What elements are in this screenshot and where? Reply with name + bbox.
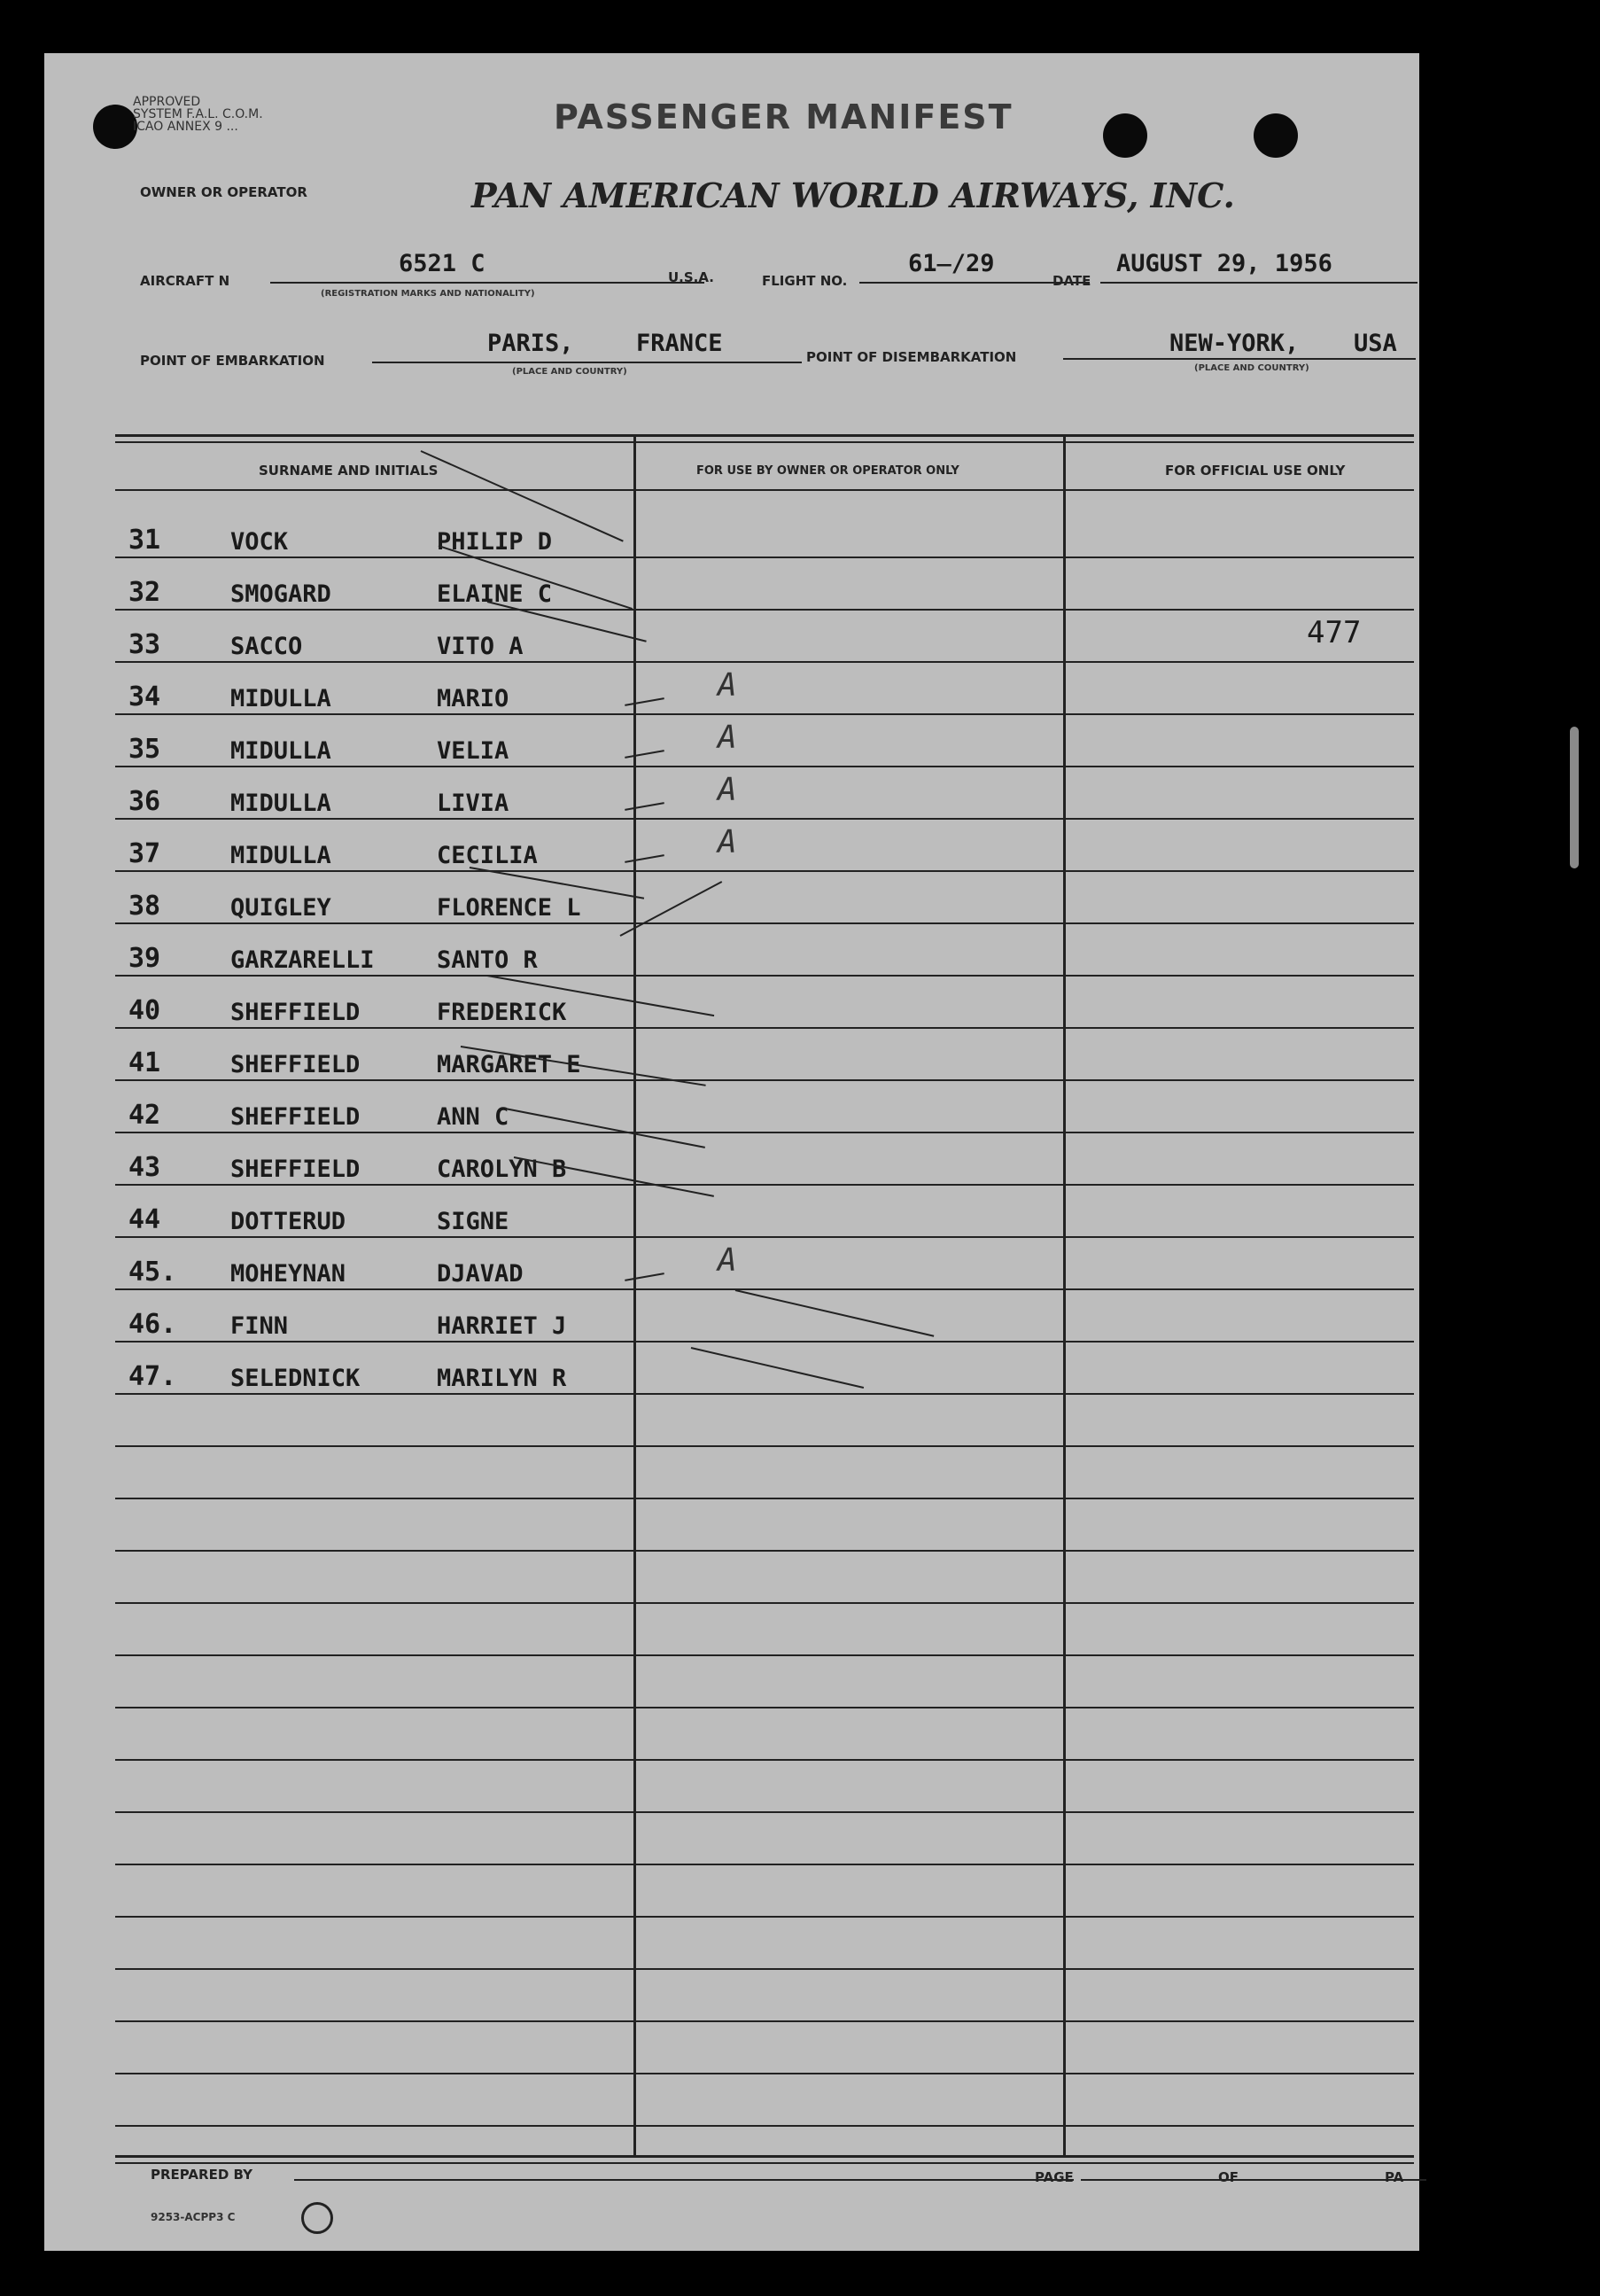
embarkation-label: POINT OF EMBARKATION [140, 353, 325, 369]
row-number: 32 [128, 577, 161, 608]
passenger-given-name: ANN C [437, 1103, 509, 1131]
disembarkation-sublabel: (PLACE AND COUNTRY) [1194, 363, 1309, 373]
row-number: 37 [128, 838, 161, 869]
row-rule [115, 1498, 1414, 1499]
row-rule [115, 1759, 1414, 1761]
row-number: 42 [128, 1100, 161, 1131]
passenger-surname: SELEDNICK [230, 1365, 361, 1392]
passenger-surname: MIDULLA [230, 790, 331, 817]
row-rule [115, 2073, 1414, 2074]
table-row [44, 1100, 1419, 1152]
page-title: PASSENGER MANIFEST [554, 97, 1014, 136]
official-entry: 477 [1307, 615, 1362, 650]
embarkation-underline [372, 362, 802, 363]
flight-label: FLIGHT NO. [762, 273, 848, 289]
stamp-line: SYSTEM F.A.L. C.O.M. [133, 107, 263, 121]
row-rule [115, 1550, 1414, 1552]
row-rule [115, 1968, 1414, 1970]
date-value: AUGUST 29, 1956 [1116, 250, 1332, 277]
passenger-given-name: FLORENCE L [437, 894, 581, 922]
row-number: 33 [128, 629, 161, 660]
passenger-given-name: MARGARET E [437, 1051, 581, 1078]
table-row [44, 1309, 1419, 1361]
table-row [44, 525, 1419, 577]
of-label: OF [1218, 2169, 1239, 2185]
row-rule [115, 1811, 1414, 1813]
table-row [44, 995, 1419, 1047]
row-rule [115, 489, 1414, 491]
disembarkation-city: NEW-YORK, [1169, 330, 1300, 357]
stamp-line: ICAO ANNEX 9 ... [133, 120, 238, 134]
hand-dash [625, 854, 664, 863]
passenger-given-name: CECILIA [437, 842, 538, 869]
passenger-given-name: SIGNE [437, 1208, 509, 1235]
passenger-surname: MOHEYNAN [230, 1260, 346, 1288]
passenger-given-name: MARILYN R [437, 1365, 567, 1392]
embarkation-city: PARIS, [487, 330, 574, 357]
row-rule [115, 1445, 1414, 1447]
table-row [44, 1242, 1419, 1309]
row-number: 43 [128, 1152, 161, 1183]
union-seal-icon [301, 2202, 333, 2234]
table-row [44, 943, 1419, 995]
hand-mark-a: A [718, 1242, 737, 1279]
usa-label: U.S.A. [668, 269, 714, 285]
table-bottom-rule [115, 2155, 1414, 2158]
approval-stamp [133, 96, 263, 133]
aircraft-value: 6521 C [399, 250, 485, 277]
date-label: DATE [1052, 273, 1091, 289]
hand-dash [625, 802, 664, 811]
owner-label: OWNER OR OPERATOR [140, 184, 307, 200]
row-number: 36 [128, 786, 161, 817]
hand-dash [625, 697, 664, 706]
row-rule [115, 2125, 1414, 2127]
passenger-surname: SHEFFIELD [230, 1051, 361, 1078]
table-bottom-rule [115, 2162, 1414, 2164]
row-rule [115, 1602, 1414, 1604]
punch-hole [1254, 113, 1298, 158]
date-underline [1100, 282, 1417, 284]
prepared-by-label: PREPARED BY [151, 2167, 252, 2183]
manifest-page [44, 53, 1419, 2251]
row-number: 41 [128, 1047, 161, 1078]
hand-mark-a: A [718, 720, 737, 756]
column-header-surname: SURNAME AND INITIALS [259, 463, 439, 479]
aircraft-underline [270, 282, 704, 284]
passenger-surname: SMOGARD [230, 580, 331, 608]
page-label-cut: PA [1385, 2169, 1404, 2185]
passenger-surname: SHEFFIELD [230, 999, 361, 1026]
passenger-surname: FINN [230, 1312, 289, 1340]
flight-value: 61̶/29 [908, 250, 995, 277]
passenger-given-name: VITO A [437, 633, 524, 660]
table-row [44, 891, 1419, 943]
table-top-rule [115, 434, 1414, 437]
aircraft-label: AIRCRAFT N [140, 273, 230, 289]
passenger-surname: SACCO [230, 633, 303, 660]
hand-mark-a: A [718, 824, 737, 860]
passenger-surname: GARZARELLI [230, 946, 375, 974]
passenger-given-name: SANTO R [437, 946, 538, 974]
passenger-surname: SHEFFIELD [230, 1103, 361, 1131]
row-number: 39 [128, 943, 161, 974]
passenger-surname: VOCK [230, 528, 289, 556]
hand-dash [625, 1273, 664, 1281]
passenger-given-name: CAROLYN B [437, 1156, 567, 1183]
row-number: 45. [128, 1257, 177, 1288]
embarkation-country: FRANCE [636, 330, 723, 357]
row-number: 38 [128, 891, 161, 922]
punch-hole [93, 105, 137, 149]
row-rule [115, 1707, 1414, 1708]
passenger-surname: MIDULLA [230, 737, 331, 765]
page-label: PAGE [1035, 2169, 1074, 2185]
passenger-given-name: VELIA [437, 737, 509, 765]
column-header-official-use: FOR OFFICIAL USE ONLY [1165, 463, 1346, 479]
passenger-surname: SHEFFIELD [230, 1156, 361, 1183]
row-number: 47. [128, 1361, 177, 1392]
row-rule [115, 1916, 1414, 1918]
passenger-surname: DOTTERUD [230, 1208, 346, 1235]
column-header-owner-use: FOR USE BY OWNER OR OPERATOR ONLY [696, 464, 959, 478]
passenger-surname: QUIGLEY [230, 894, 331, 922]
embarkation-sublabel: (PLACE AND COUNTRY) [512, 367, 627, 377]
row-number: 44 [128, 1204, 161, 1235]
punch-hole [1103, 113, 1147, 158]
hand-mark-a: A [718, 772, 737, 808]
passenger-given-name: MARIO [437, 685, 509, 712]
table-row [44, 1047, 1419, 1100]
row-number: 46. [128, 1309, 177, 1340]
table-row [44, 577, 1419, 629]
passenger-given-name: ELAINE C [437, 580, 553, 608]
hand-dash [625, 750, 664, 759]
passenger-given-name: DJAVAD [437, 1260, 524, 1288]
stamp-line: APPROVED [133, 95, 201, 109]
passenger-given-name: LIVIA [437, 790, 509, 817]
passenger-surname: MIDULLA [230, 685, 331, 712]
table-row [44, 1152, 1419, 1204]
row-number: 31 [128, 525, 161, 556]
form-code: 9253-ACPP3 C [151, 2211, 236, 2223]
table-row [44, 824, 1419, 891]
row-number: 34 [128, 681, 161, 712]
disembarkation-country: USA [1354, 330, 1397, 357]
prepared-by-underline [294, 2179, 1074, 2181]
row-rule [115, 1654, 1414, 1656]
row-number: 40 [128, 995, 161, 1026]
passenger-given-name: FREDERICK [437, 999, 567, 1026]
table-row [44, 1361, 1419, 1413]
passenger-given-name: PHILIP D [437, 528, 553, 556]
disembarkation-underline [1063, 358, 1416, 360]
table-top-rule [115, 441, 1414, 443]
disembarkation-label: POINT OF DISEMBARKATION [806, 349, 1017, 365]
passenger-given-name: HARRIET J [437, 1312, 567, 1340]
row-number: 35 [128, 734, 161, 765]
aircraft-sublabel: (REGISTRATION MARKS AND NATIONALITY) [321, 289, 535, 299]
operator-name: PAN AMERICAN WORLD AIRWAYS, INC. [471, 175, 1235, 215]
scan-edge-mark [1570, 727, 1579, 868]
passenger-surname: MIDULLA [230, 842, 331, 869]
hand-mark-a: A [718, 667, 737, 704]
row-rule [115, 1864, 1414, 1865]
row-rule [115, 2020, 1414, 2022]
